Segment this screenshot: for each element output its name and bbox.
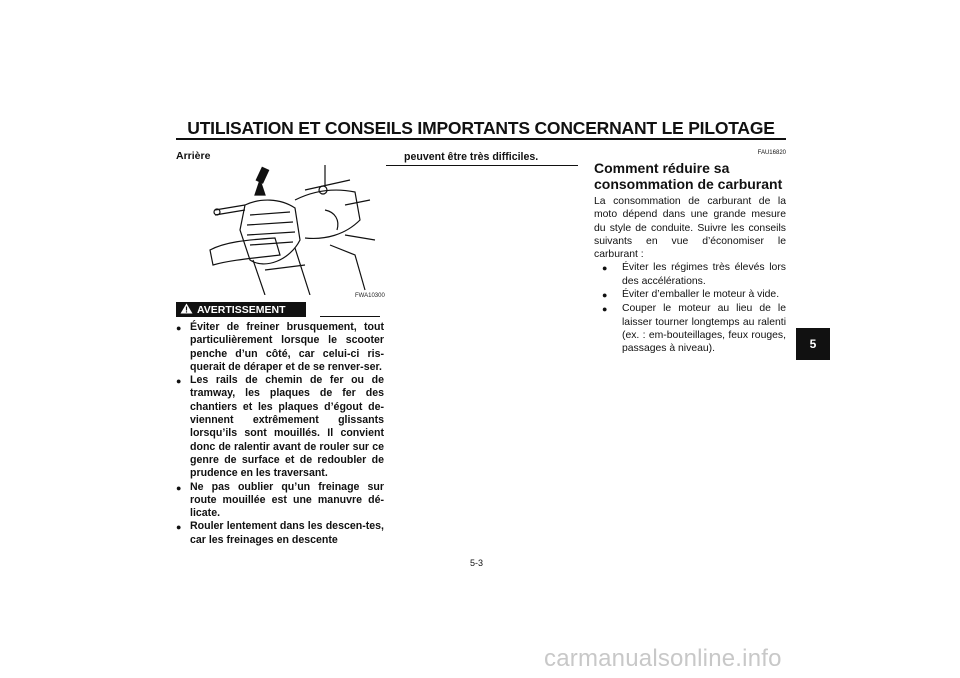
section-heading: Comment réduire sa consommation de carburant <box>594 160 783 192</box>
bullet-icon: ● <box>176 482 182 493</box>
list-item: ● Ne pas oublier qu’un freinage sur route mouillée est une manuvre dé-licate. <box>176 480 384 520</box>
bullet-icon: ● <box>602 290 608 301</box>
list-item: ● Éviter d’emballer le moteur à vide. <box>594 288 786 302</box>
page-number: 5-3 <box>470 558 484 568</box>
warning-continuation: peuvent être très difficiles. <box>404 151 539 163</box>
warning-label <box>176 302 306 317</box>
list-item: ● Éviter les régimes très élevés lors des accélérations. <box>594 261 786 288</box>
watermark: carmanualsonline.info <box>544 645 782 672</box>
list-item: ● Les rails de chemin de fer ou de tramway, les plaques de fer des chantiers et les plaques d’égout de-viennent extrêmement glissants lorsqu’ils sont mouillés. Il convient donc de ralentir avant de rouler sur ce genre de surface et de redoubler de prudence en les traversant. <box>176 374 384 480</box>
section-paragraph: La consommation de carburant de la moto dépend dans une grande mesure du style de conduite. Suivre les conseils suivants en vue d’économiser le carburant : <box>594 196 786 261</box>
warning-bullets <box>176 321 384 547</box>
list-item: ● Rouler lentement dans les descen-tes, car les freinages en descente <box>176 520 384 546</box>
warning-text: AVERTISSEMENT <box>197 303 286 316</box>
brake-lever-illustration <box>205 160 385 299</box>
chapter-tab: 5 <box>796 328 830 360</box>
bullet-icon: ● <box>602 304 608 315</box>
bullet-icon: ● <box>602 263 608 274</box>
section-code: FAU16820 <box>757 150 786 156</box>
list-item: ● Couper le moteur au lieu de le laisser tourner longtemps au ralenti (ex. : em-bouteillages, feux rouges, passages à niveau). <box>594 302 786 355</box>
warning-triangle-icon <box>180 303 193 317</box>
right-column <box>594 150 786 356</box>
warning-rule <box>320 316 380 317</box>
page-title: UTILISATION ET CONSEILS IMPORTANTS CONCERNANT LE PILOTAGE <box>187 118 775 138</box>
section-subhead: Arrière <box>176 150 211 162</box>
bullet-icon: ● <box>176 522 182 533</box>
figure-code: FWA10300 <box>355 293 385 299</box>
title-rule <box>176 138 786 140</box>
warning-end-rule <box>386 165 578 166</box>
hand-on-lever-icon <box>205 160 380 295</box>
bullet-icon: ● <box>176 323 182 333</box>
bullet-icon: ● <box>176 376 182 387</box>
list-item: ● Éviter de freiner brusquement, tout particulièrement lorsque le scooter penche d’un côté, car celui-ci ris-querait de déraper et de se renver-ser. <box>176 321 384 373</box>
